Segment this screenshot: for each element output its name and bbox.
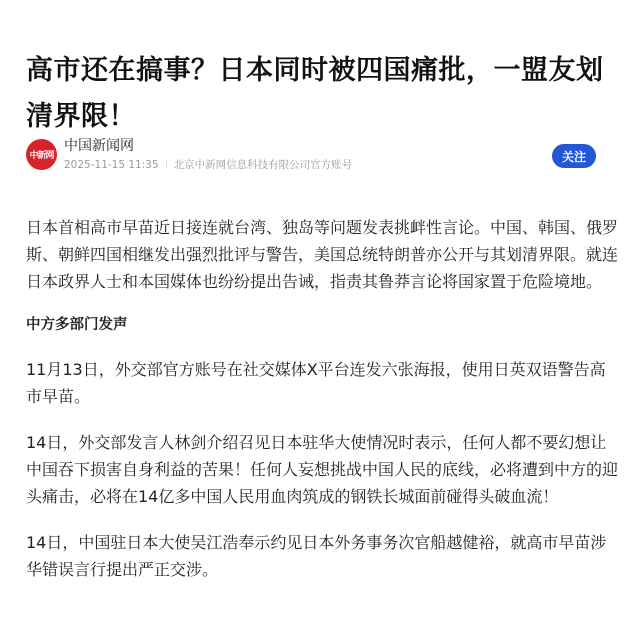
author-avatar[interactable]: 中新网 [26,139,57,170]
meta-divider [166,159,167,169]
section-heading: 中方多部门发声 [26,317,128,333]
author-name[interactable]: 中国新闻网 [64,138,134,154]
author-bar [24,137,616,177]
article-meta [64,158,352,172]
body-paragraph: 11月13日，外交部官方账号在社交媒体X平台连发六张海报，使用日英双语警告高市早苗。 [26,360,606,406]
article-title: 高市还在搞事？日本同时被四国痛批，一盟友划清界限！ [26,55,604,133]
body-paragraph: 14日，中国驻日本大使吴江浩奉示约见日本外务事务次官船越健裕，就高市早苗涉华错误言行提出严正交涉。 [26,533,607,579]
publish-date: 2025-11-15 11:35 [64,159,159,171]
follow-button[interactable]: 关注 [552,144,596,168]
article-body [26,214,620,602]
intro-paragraph: 日本首相高市早苗近日接连就台湾、独岛等问题发表挑衅性言论。中国、韩国、俄罗斯、朝鲜四国相继发出强烈批评与警告，美国总统特朗普亦公开与其划清界限。就连日本政界人士和本国媒体也纷纷提出告诫，指责其鲁莽言论将国家置于危险境地。 [26,218,619,291]
body-paragraph: 14日，外交部发言人林剑介绍召见日本驻华大使情况时表示，任何人都不要幻想让中国吞下损害自身利益的苦果！任何人妄想挑战中国人民的底线，必将遭到中方的迎头痛击，必将在14亿多中国人民用血肉筑成的钢铁长城面前碰得头破血流！ [26,433,619,506]
author-source: 北京中新网信息科技有限公司官方账号 [173,159,353,171]
